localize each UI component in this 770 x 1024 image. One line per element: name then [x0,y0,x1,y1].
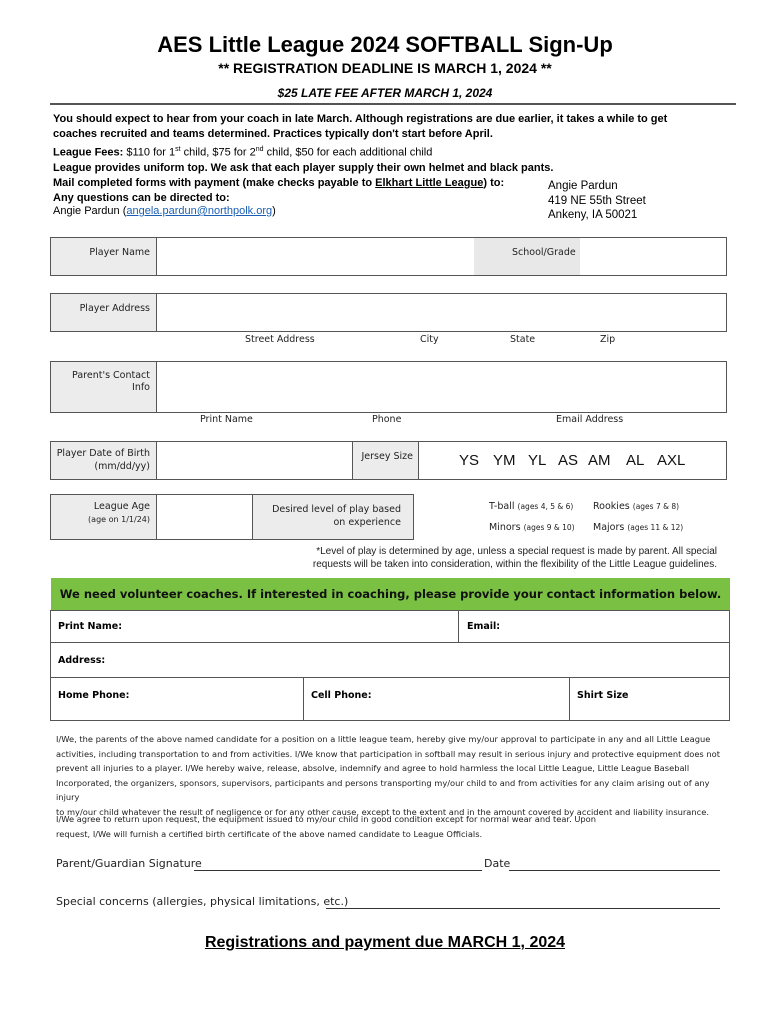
level-rookies-name: Rookies [593,501,630,512]
level-rookies-ages: (ages 7 & 8) [632,502,680,511]
divider [51,677,729,678]
divider [569,678,570,720]
size-al[interactable]: AL [626,452,645,469]
parent-signature-line[interactable] [194,870,482,871]
street-caption: Street Address [245,334,315,345]
volunteer-table [50,610,730,721]
divider [51,642,729,643]
desired-level-label [253,495,413,539]
header-divider [50,103,736,105]
level-majors[interactable] [593,522,683,533]
mail-a: Mail completed forms with payment (make checks payable to [53,176,376,189]
desired-line-2: on experience [333,517,401,528]
volunteer-banner: We need volunteer coaches. If interested in coaching, please provide your contact information below. [51,578,730,610]
fees-a: $110 for 1 [123,146,176,159]
parent-contact-label [51,362,156,412]
form-title: AES Little League 2024 SOFTBALL Sign-Up [157,32,613,57]
size-axl[interactable]: AXL [657,452,686,469]
fees-c: child, $50 for each additional child [263,146,433,159]
level-note-line-1: *Level of play is determined by age, unless a special request is made by parent. All special [316,546,717,557]
state-caption: State [510,334,536,345]
intro-line-4: League provides uniform top. We ask that each player supply their own helmet and black pants. [53,161,554,174]
zip-caption: Zip [600,334,616,345]
questions-label: Any questions can be directed to: [53,192,230,204]
dob-label [51,442,156,479]
league-fees [53,142,733,161]
level-rookies[interactable] [593,501,679,512]
address-line-1: Angie Pardun [548,180,618,192]
level-majors-name: Majors [593,522,625,533]
city-caption: City [420,334,439,345]
league-age-label [51,495,156,539]
email-caption: Email Address [556,414,624,425]
level-note-line-2: requests will be taken into consideration, within the flexibility of the Little League guidelines. [312,559,717,570]
contact-line [53,205,276,218]
level-majors-ages: (ages 11 & 12) [627,523,684,532]
waiver-line: activities, including transportation to and from activities. I/We know that participation in softball may result in serious injury and protective equipment does not [56,748,720,759]
date-line[interactable] [509,870,720,871]
fees-label: League Fees: [53,146,124,159]
dob-field[interactable] [157,442,352,479]
size-yl[interactable]: YL [528,452,547,469]
level-minors-name: Minors [489,522,521,533]
league-age-field[interactable] [157,495,252,539]
fees-sup-a: st [175,146,181,153]
contact-email-link[interactable]: angela.pardun@northpolk.org [126,205,273,217]
size-ym[interactable]: YM [493,452,516,469]
divider [303,678,304,720]
date-label: Date [484,857,511,870]
mail-b: ) to: [483,176,505,189]
player-address-field[interactable] [157,294,726,331]
league-age-line-1: League Age [93,501,150,512]
dob-line-2: (mm/dd/yy) [94,461,150,472]
waiver-line: Incorporated, the organizers, sponsors, supervisors, participants and persons transporting my/our child to and from activities for any claim arising out of any injury [56,777,710,803]
volunteer-email[interactable]: Email: [467,621,501,632]
fees-sup-b: nd [255,146,264,153]
special-concerns-label: Special concerns (allergies, physical limitations, etc.) [56,895,349,908]
intro-line-1: You should expect to hear from your coach in late March. Although registrations are due earlier, it takes a while to get [53,113,668,125]
waiver-line: I/We agree to return upon request, the equipment issued to my/our child in good condition except for normal wear and tear. Upon [56,814,597,824]
school-grade-field[interactable] [580,238,726,275]
level-tball-name: T-ball [489,501,515,512]
league-age-line-2: (age on 1/1/24) [88,515,150,524]
contact-name: Angie Pardun ( [53,205,127,217]
waiver-line: to my/our child whatever the result of negligence or for any other cause, except to the extent and in the amount covered by accident and liability insurance. [56,806,709,817]
mailing-address [548,179,646,223]
registration-deadline: ** REGISTRATION DEADLINE IS MARCH 1, 2024 ** [218,60,552,76]
address-line-3: Ankeny, IA 50021 [548,209,638,221]
intro-line-2: coaches recruited and teams determined. Practices typically don't start before April. [53,128,493,140]
level-note [300,545,717,571]
phone-caption: Phone [372,414,402,425]
volunteer-print-name[interactable]: Print Name: [58,621,123,632]
player-address-label: Player Address [51,294,156,331]
player-name-label: Player Name [51,238,156,275]
address-line-2: 419 NE 55th Street [548,194,646,207]
size-as[interactable]: AS [558,452,579,469]
fees-b: child, $75 for 2 [180,146,256,159]
volunteer-address[interactable]: Address: [58,655,106,666]
level-tball[interactable] [489,501,573,512]
level-minors[interactable] [489,522,575,533]
size-ys[interactable]: YS [459,452,480,469]
parent-contact-field[interactable] [157,362,726,412]
volunteer-home-phone[interactable]: Home Phone: [58,690,130,701]
special-concerns-line[interactable] [326,908,720,909]
divider [458,611,459,642]
waiver-line: prevent all injuries to a player. I/We hereby waive, release, absolve, indemnify and agree to hold harmless the local Little League, Little League Baseball [56,763,690,774]
size-am[interactable]: AM [588,452,611,469]
waiver-line: I/We, the parents of the above named candidate for a position on a little league team, hereby give my/our approval to participate in any and all Little League [56,734,711,744]
divider [418,442,419,479]
volunteer-cell-phone[interactable]: Cell Phone: [311,690,372,701]
parent-contact-line-2: Info [132,382,150,393]
parent-signature-label: Parent/Guardian Signature [56,857,202,870]
late-fee-notice: $25 LATE FEE AFTER MARCH 1, 2024 [277,86,493,100]
contact-suffix: ) [272,205,276,217]
waiver-paragraph-1 [56,732,732,820]
payee: Elkhart Little League [375,176,484,189]
questions-contact [53,192,276,218]
dob-line-1: Player Date of Birth [56,448,150,459]
player-name-field[interactable] [157,238,474,275]
school-grade-label: School/Grade [512,247,576,258]
level-tball-ages: (ages 4, 5 & 6) [517,502,574,511]
desired-line-1: Desired level of play based [272,504,401,515]
volunteer-shirt-size[interactable]: Shirt Size [577,690,629,701]
jersey-size-label: Jersey Size [353,442,418,479]
waiver-line: request, I/We will furnish a certified birth certificate of the above named candidate to League Officials. [56,828,483,839]
parent-contact-line-1: Parent's Contact [72,370,150,381]
print-name-caption: Print Name [200,414,253,425]
level-minors-ages: (ages 9 & 10) [523,523,575,532]
footer-due-date: Registrations and payment due MARCH 1, 2024 [204,934,566,951]
waiver-paragraph-2 [56,812,732,841]
